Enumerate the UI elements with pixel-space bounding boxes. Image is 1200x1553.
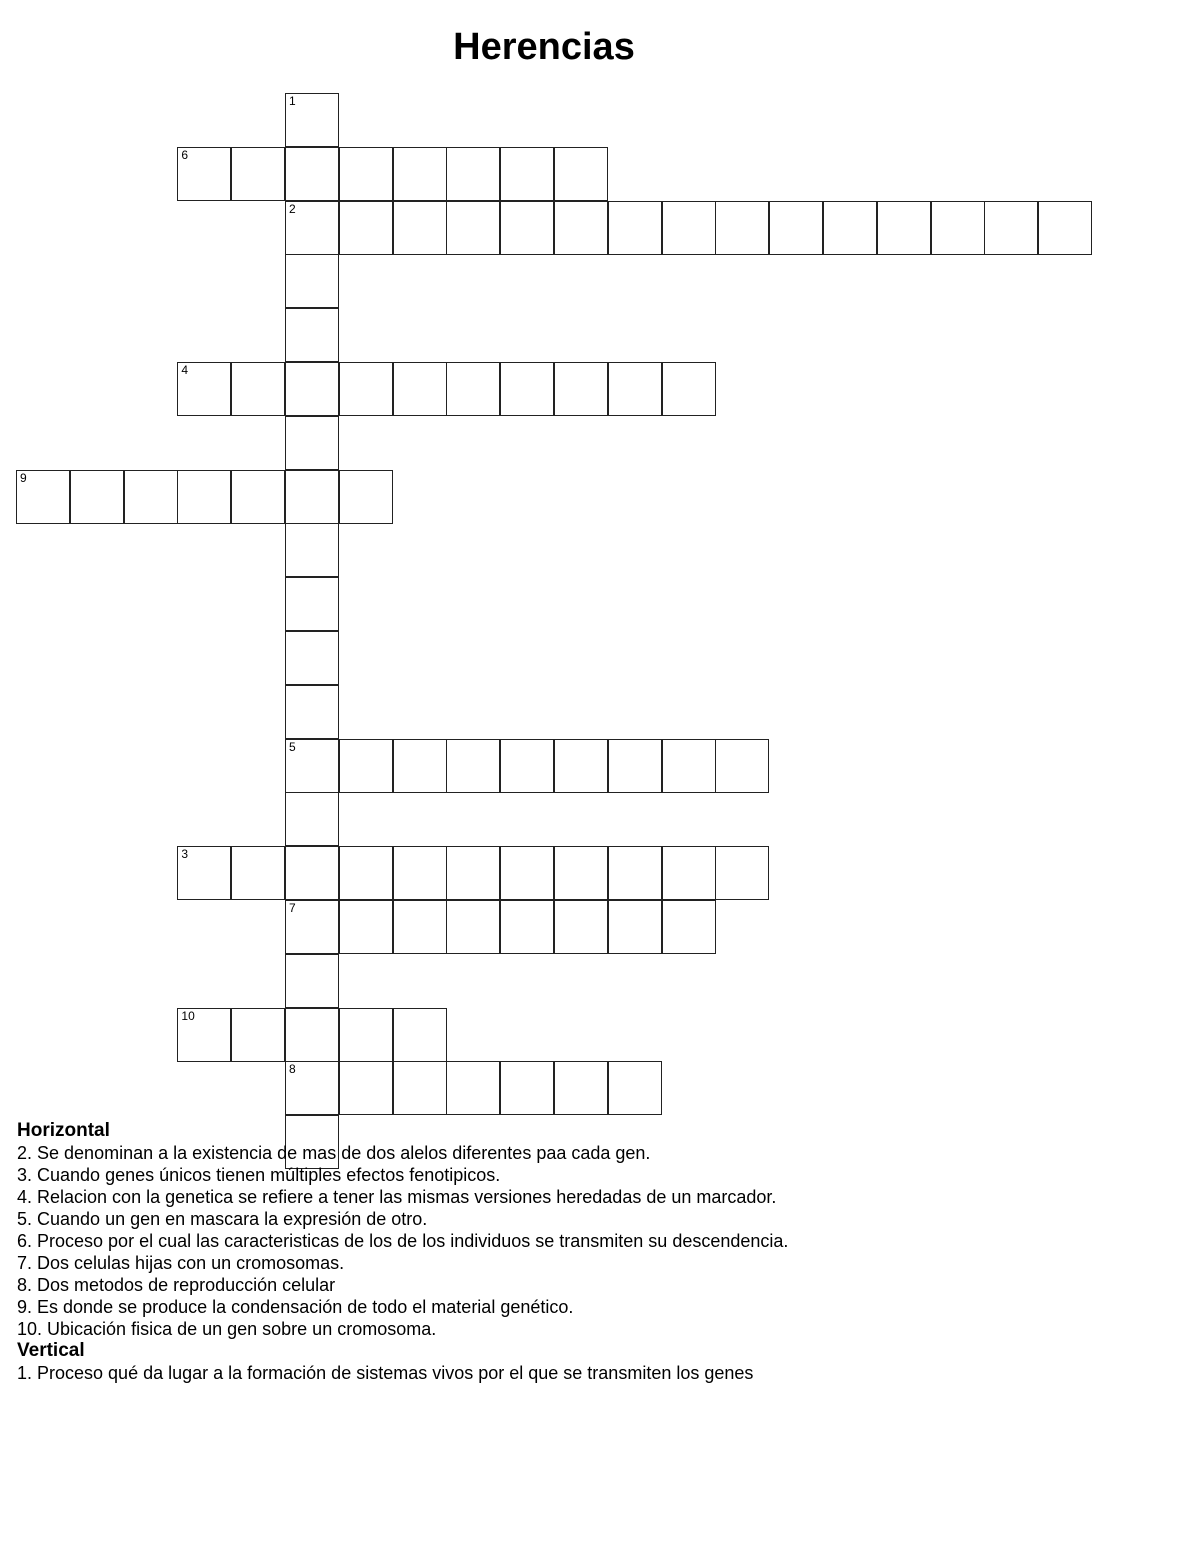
crossword-cell[interactable] — [554, 1061, 608, 1115]
crossword-cell[interactable] — [500, 201, 554, 255]
crossword-cell[interactable] — [285, 846, 339, 900]
clue-number: 4 — [181, 363, 189, 377]
across-clue-3: 3. Cuando genes únicos tienen múltiples efectos fenotipicos. — [17, 1165, 501, 1185]
crossword-cell[interactable] — [339, 846, 393, 900]
crossword-cell[interactable] — [554, 362, 608, 416]
crossword-cell[interactable] — [393, 739, 447, 793]
crossword-cell[interactable] — [662, 739, 716, 793]
across-clue-6: 6. Proceso por el cual las caracteristicas de los de los individuos se transmiten su descendencia. — [17, 1231, 789, 1251]
crossword-cell[interactable] — [285, 577, 339, 631]
crossword-cell[interactable] — [285, 631, 339, 685]
clue-number: 7 — [289, 901, 296, 915]
crossword-cell[interactable] — [70, 470, 124, 524]
crossword-cell[interactable] — [285, 739, 339, 793]
down-heading: Vertical — [17, 1340, 85, 1361]
clue-number: 10 — [181, 1008, 195, 1023]
crossword-cell[interactable] — [554, 201, 608, 255]
clue-number: 2 — [289, 201, 296, 216]
crossword-cell[interactable] — [877, 201, 931, 255]
clue-number: 8 — [289, 1062, 296, 1077]
across-clue-7: 7. Dos celulas hijas con un cromosomas. — [17, 1253, 345, 1273]
crossword-cell[interactable] — [446, 147, 500, 201]
crossword-cell[interactable] — [608, 201, 662, 255]
crossword-cell[interactable] — [177, 147, 231, 201]
crossword-cell[interactable] — [285, 900, 339, 954]
crossword-cell[interactable] — [231, 147, 285, 201]
crossword-cell[interactable] — [608, 900, 662, 954]
crossword-cell[interactable] — [393, 1061, 447, 1115]
crossword-cell[interactable] — [339, 900, 393, 954]
crossword-cell[interactable] — [231, 1008, 285, 1062]
crossword-cell[interactable] — [500, 147, 554, 201]
crossword-cell[interactable] — [823, 201, 877, 255]
crossword-cell[interactable] — [500, 900, 554, 954]
crossword-cell[interactable] — [608, 1061, 662, 1115]
crossword-cell[interactable] — [662, 900, 716, 954]
across-heading: Horizontal — [17, 1120, 110, 1141]
crossword-cell[interactable] — [393, 362, 447, 416]
crossword-cell[interactable] — [231, 362, 285, 416]
crossword-cell[interactable] — [393, 1008, 447, 1062]
crossword-cell[interactable] — [285, 254, 339, 308]
crossword-cell[interactable] — [1038, 201, 1092, 255]
crossword-cell[interactable] — [446, 362, 500, 416]
crossword-cell[interactable] — [554, 739, 608, 793]
crossword-cell[interactable] — [285, 954, 339, 1008]
crossword-cell[interactable] — [285, 685, 339, 739]
crossword-cell[interactable] — [608, 739, 662, 793]
crossword-cell[interactable] — [393, 201, 447, 255]
crossword-cell[interactable] — [500, 846, 554, 900]
crossword-cell[interactable] — [715, 739, 769, 793]
crossword-cell[interactable] — [339, 147, 393, 201]
crossword-cell[interactable] — [231, 470, 285, 524]
crossword-cell[interactable] — [339, 470, 393, 524]
crossword-cell[interactable] — [500, 362, 554, 416]
crossword-cell[interactable] — [769, 201, 823, 255]
crossword-cell[interactable] — [715, 846, 769, 900]
clue-number: 9 — [20, 470, 27, 485]
crossword-cell[interactable] — [339, 362, 393, 416]
crossword-cell[interactable] — [662, 846, 716, 900]
crossword-cell[interactable] — [177, 362, 231, 416]
crossword-cell[interactable] — [285, 308, 339, 362]
down-clue-1: 1. Proceso qué da lugar a la formación de sistemas vivos por el que se transmiten los genes — [17, 1363, 754, 1383]
clue-number: 3 — [181, 847, 189, 862]
clue-number: 1 — [289, 94, 296, 108]
crossword-cell[interactable] — [393, 846, 447, 900]
crossword-cell[interactable] — [177, 846, 231, 900]
crossword-cell[interactable] — [500, 739, 554, 793]
crossword-cell[interactable] — [393, 900, 447, 954]
crossword-cell[interactable] — [285, 792, 339, 846]
across-clue-8: 8. Dos metodos de reproducción celular — [17, 1275, 336, 1295]
across-clue-10: 10. Ubicación fisica de un gen sobre un cromosoma. — [17, 1319, 437, 1339]
crossword-cell[interactable] — [554, 900, 608, 954]
crossword-cell[interactable] — [662, 362, 716, 416]
across-clue-2: 2. Se denominan a la existencia de mas de dos alelos diferentes paa cada gen. — [17, 1143, 651, 1163]
crossword-cell[interactable] — [285, 416, 339, 470]
crossword-cell[interactable] — [285, 201, 339, 255]
crossword-cell[interactable] — [177, 1008, 231, 1062]
across-clue-5: 5. Cuando un gen en mascara la expresión de otro. — [17, 1209, 428, 1229]
crossword-cell[interactable] — [339, 1061, 393, 1115]
crossword-cell[interactable] — [339, 739, 393, 793]
clue-number: 6 — [181, 147, 189, 162]
crossword-cell[interactable] — [285, 523, 339, 577]
clue-number: 5 — [289, 739, 296, 754]
crossword-cell[interactable] — [285, 1008, 339, 1062]
crossword-cell[interactable] — [393, 147, 447, 201]
crossword-cell[interactable] — [285, 93, 339, 147]
across-clue-9: 9. Es donde se produce la condensación de todo el material genético. — [17, 1297, 574, 1317]
crossword-cell[interactable] — [608, 846, 662, 900]
crossword-cell[interactable] — [446, 1061, 500, 1115]
across-clue-4: 4. Relacion con la genetica se refiere a tener las mismas versiones heredadas de un marcador. — [17, 1187, 777, 1207]
crossword-cell[interactable] — [446, 201, 500, 255]
crossword-cell[interactable] — [339, 201, 393, 255]
crossword-cell[interactable] — [285, 362, 339, 416]
crossword-cell[interactable] — [285, 147, 339, 201]
crossword-cell[interactable] — [339, 1008, 393, 1062]
crossword-cell[interactable] — [554, 846, 608, 900]
clues-section — [17, 1120, 1177, 1384]
crossword-cell[interactable] — [608, 362, 662, 416]
crossword-cell[interactable] — [554, 147, 608, 201]
crossword-cell[interactable] — [931, 201, 985, 255]
crossword-cell[interactable] — [500, 1061, 554, 1115]
crossword-cell[interactable] — [715, 201, 769, 255]
crossword-cell[interactable] — [231, 846, 285, 900]
crossword-cell[interactable] — [662, 201, 716, 255]
crossword-cell[interactable] — [16, 470, 70, 524]
crossword-cell[interactable] — [285, 1061, 339, 1115]
crossword-cell[interactable] — [124, 470, 178, 524]
page-title: Herencias — [453, 26, 635, 68]
crossword-cell[interactable] — [446, 900, 500, 954]
crossword-cell[interactable] — [984, 201, 1038, 255]
crossword-cell[interactable] — [177, 470, 231, 524]
crossword-cell[interactable] — [446, 846, 500, 900]
crossword-cell[interactable] — [285, 470, 339, 524]
crossword-cell[interactable] — [446, 739, 500, 793]
